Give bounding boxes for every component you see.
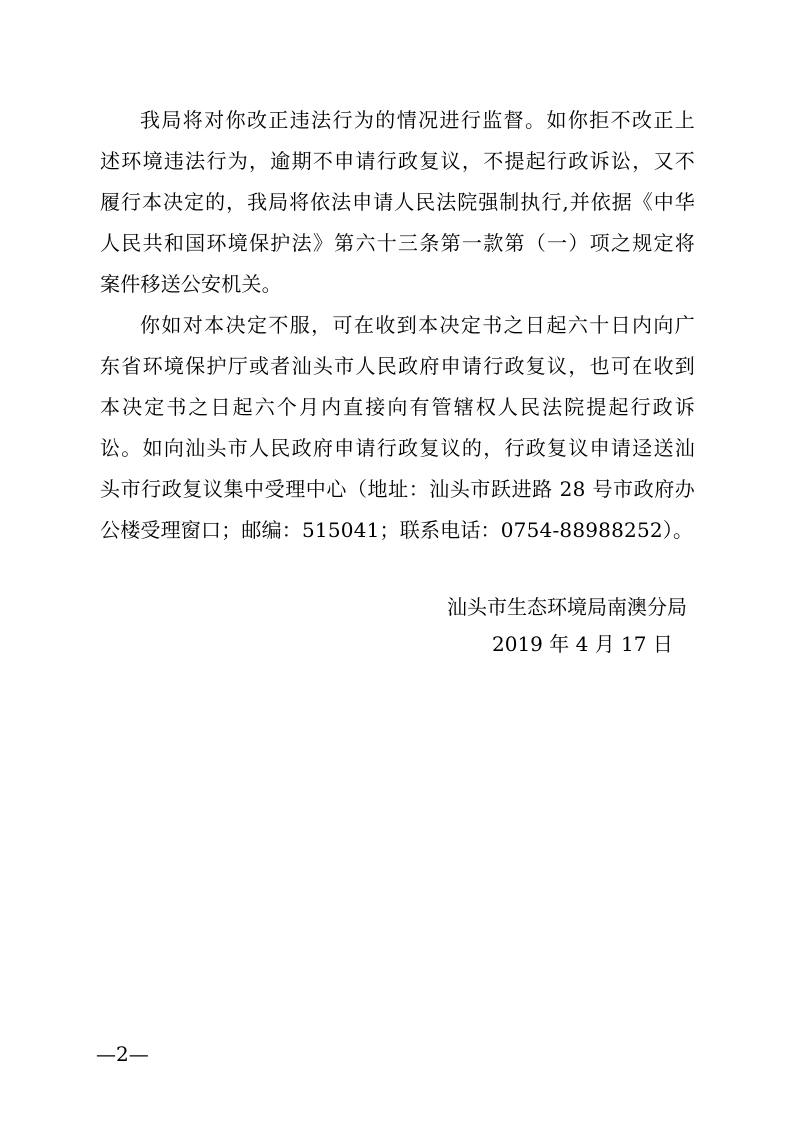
paragraph-line: 讼。如向汕头市人民政府申请行政复议的，行政复议申请迳送汕 [100, 436, 695, 460]
paragraph-line: 述环境违法行为，逾期不申请行政复议，不提起行政诉讼，又不 [100, 149, 695, 173]
paragraph-line: 你如对本决定不服，可在收到本决定书之日起六十日内向广 [140, 313, 695, 337]
paragraph-line: 头市行政复议集中受理中心（地址：汕头市跃进路 28 号市政府办 [100, 477, 695, 501]
signature-date: 2019 年 4 月 17 日 [492, 632, 673, 656]
paragraph-line: 公楼受理窗口；邮编：515041；联系电话：0754-88988252）。 [100, 518, 694, 542]
paragraph-line: 东省环境保护厅或者汕头市人民政府申请行政复议，也可在收到 [100, 354, 695, 378]
paragraph-line: 我局将对你改正违法行为的情况进行监督。如你拒不改正上 [140, 108, 695, 132]
paragraph-line: 案件移送公安机关。 [100, 272, 282, 296]
signature-organization: 汕头市生态环境局南澳分局 [447, 595, 687, 619]
paragraph-line: 人民共和国环境保护法》第六十三条第一款第（一）项之规定将 [100, 231, 695, 255]
page-number: —2— [96, 1042, 149, 1066]
paragraph-line: 本决定书之日起六个月内直接向有管辖权人民法院提起行政诉 [100, 395, 695, 419]
paragraph-line: 履行本决定的，我局将依法申请人民法院强制执行,并依据《中华 [100, 190, 695, 214]
